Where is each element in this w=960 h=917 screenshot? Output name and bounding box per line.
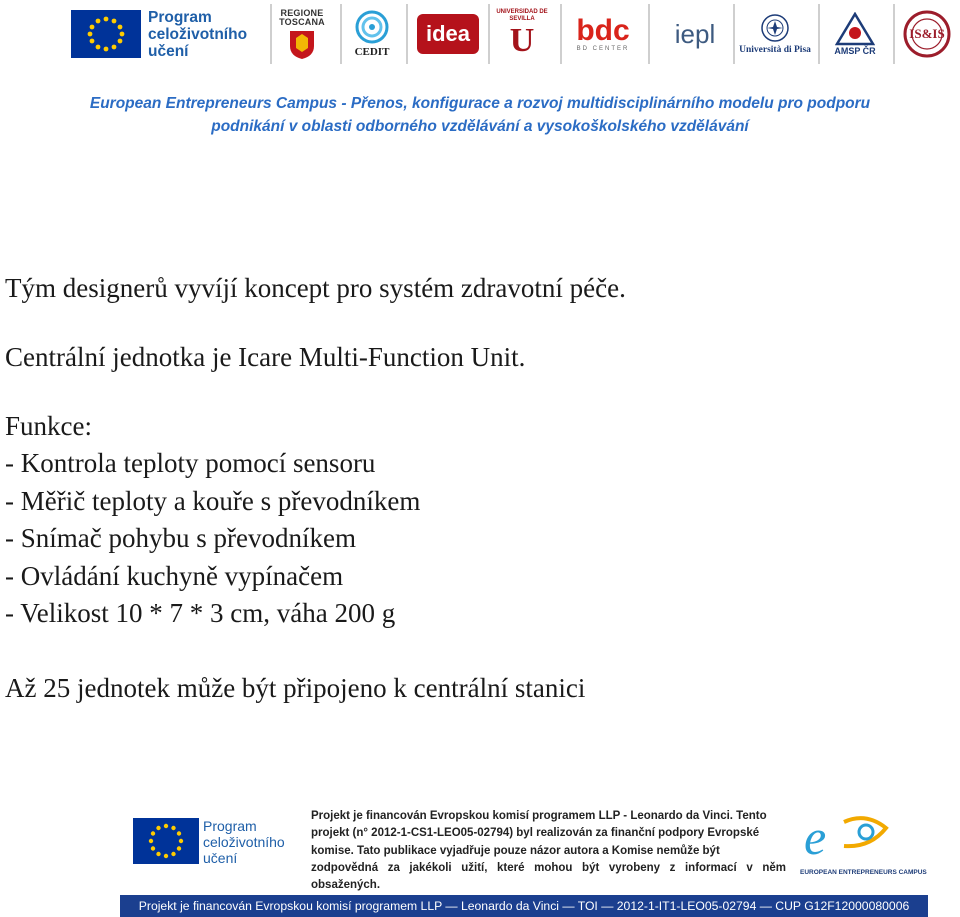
cedit-label: CEDIT <box>354 46 390 58</box>
logo-divider <box>270 4 272 64</box>
iepl-logo <box>662 4 728 64</box>
program-line: celoživotního <box>148 26 248 43</box>
logo-divider <box>406 4 408 64</box>
cedit-swirl-icon <box>355 10 389 44</box>
project-title-line: podnikání v oblasti odborného vzdělávání a vysokoškolského vzdělávání <box>211 118 749 135</box>
iepl-label: iepl <box>674 19 716 49</box>
footer-program-logo <box>133 818 295 868</box>
bdc-logo <box>570 4 636 64</box>
program-label <box>203 818 285 866</box>
program-line: Program <box>203 818 257 834</box>
amsp-triangle-icon <box>835 12 875 46</box>
logo-divider <box>340 4 342 64</box>
logo-divider <box>818 4 820 64</box>
slide-body <box>5 270 945 707</box>
sevilla-label: UNIVERSIDAD DE SEVILLA <box>496 9 548 22</box>
amsp-label: AMSP ČR <box>834 46 876 56</box>
closing-text: Až 25 jednotek může být připojeno k centrální stanici <box>5 672 586 703</box>
program-label <box>148 9 247 60</box>
toscana-line: TOSCANA <box>279 16 325 27</box>
function-item: - Ovládání kuchyně vypínačem <box>5 560 344 591</box>
campus-ec-icon <box>800 808 918 862</box>
program-line: celoživotního <box>203 834 285 850</box>
bdc-label: bdc <box>576 14 630 47</box>
functions-label: Funkce: <box>5 411 92 441</box>
program-line: Program <box>148 9 212 26</box>
universita-pisa-logo <box>736 4 814 64</box>
idea-logo <box>416 4 480 64</box>
logo-strip <box>0 0 960 70</box>
disclaimer-line: zodpovědná za jakékoli užití, které mohou být vyrobeny z informací v něm obsažených. <box>311 861 786 892</box>
program-line: učení <box>148 43 189 60</box>
idea-label: idea <box>417 14 479 54</box>
pisa-label: Università di Pisa <box>739 44 811 55</box>
sevilla-mark-icon: U <box>509 22 535 59</box>
function-item: - Snímač pohybu s převodníkem <box>5 523 356 554</box>
central-unit-text: Centrální jednotka je Icare Multi-Function Unit. <box>5 342 526 372</box>
project-title <box>0 92 960 138</box>
amsp-logo <box>828 4 882 64</box>
eu-flag-icon <box>71 10 141 58</box>
logo-divider <box>560 4 562 64</box>
logo-divider <box>488 4 490 64</box>
eu-flag-icon <box>133 818 199 864</box>
isis-logo <box>900 4 954 64</box>
logo-divider <box>733 4 735 64</box>
intro-text: Tým designerů vyvíjí koncept pro systém zdravotní péče. <box>5 273 626 303</box>
entrepreneurs-campus-logo <box>800 808 927 876</box>
disclaimer-line: projekt (n° 2012-1-CS1-LEO05-02794) byl realizován za finanční podpory Evropské <box>311 827 760 840</box>
program-line: učení <box>203 850 238 866</box>
toscana-line: REGIONE <box>280 7 324 18</box>
project-title-line: European Entrepreneurs Campus - Přenos, konfigurace a rozvoj multidisciplinárního modelu pro podporu <box>89 95 871 112</box>
footer-bar: Projekt je financován Evropskou komisí programem LLP — Leonardo da Vinci — TOI — 2012-1-IT1-LEO05-02794 — CUP G12F12000080006 <box>120 895 928 917</box>
pisa-seal-icon <box>761 14 789 42</box>
universidad-sevilla-logo <box>494 4 550 64</box>
logo-divider <box>893 4 895 64</box>
funding-disclaimer <box>311 808 786 894</box>
cedit-logo <box>350 4 394 64</box>
regione-toscana-logo <box>280 4 324 64</box>
bdc-sub-label: BD CENTER <box>576 46 630 52</box>
campus-logo-label: EUROPEAN ENTREPRENEURS CAMPUS <box>800 869 927 876</box>
function-item: - Velikost 10 * 7 * 3 cm, váha 200 g <box>5 598 396 629</box>
disclaimer-line: komise. Tato publikace vyjadřuje pouze názor autora a Komise nemůže být <box>311 844 720 857</box>
function-item: - Kontrola teploty pomocí sensoru <box>5 448 376 478</box>
disclaimer-line: Projekt je financován Evropskou komisí programem LLP - Leonardo da Vinci. Tento <box>311 810 767 822</box>
logo-divider <box>648 4 650 64</box>
function-item: - Měřič teploty a kouře s převodníkem <box>5 485 421 516</box>
svg-text:e: e <box>804 809 827 862</box>
toscana-shield-icon <box>289 30 315 60</box>
isis-label: IS&IS <box>909 26 945 41</box>
